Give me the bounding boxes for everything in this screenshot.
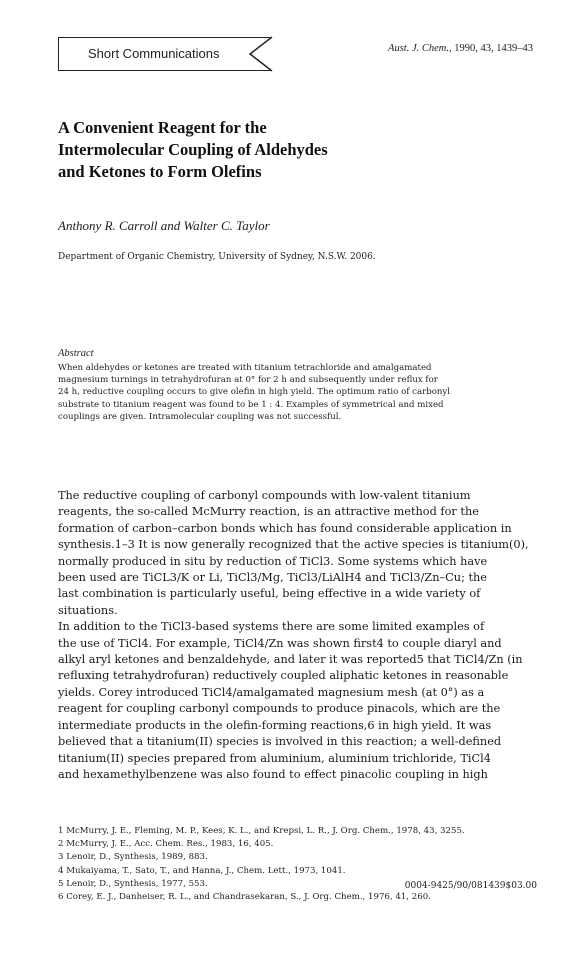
abstract-line: couplings are given. Intramolecular coupling was not successful. xyxy=(58,411,342,422)
footnote: 2 McMurry, J. E., Acc. Chem. Res., 1983, 16, 405. xyxy=(58,839,274,850)
body-line: the use of TiCl4. For example, TiCl4/Zn was shown first4 to couple diaryl and xyxy=(58,636,502,650)
issn-code: 0004-9425/90/081439$03.00 xyxy=(404,881,537,891)
title-line: A Convenient Reagent for the xyxy=(58,118,267,137)
body-line: alkyl aryl ketones and benzaldehyde, and later it was reported5 that TiCl4/Zn (in xyxy=(58,653,523,667)
section-label: Short Communications xyxy=(88,46,220,61)
affiliation: Department of Organic Chemistry, University of Sydney, N.S.W. 2006. xyxy=(58,252,376,262)
journal-citation xyxy=(388,43,533,54)
body-line: been used are TiCL3/K or Li, TiCl3/Mg, TiCl3/LiAlH4 and TiCl3/Zn–Cu; the xyxy=(58,571,487,585)
body-text xyxy=(58,488,536,783)
citation-rest: 1990, 43, 1439–43 xyxy=(451,43,533,54)
body-line: titanium(II) species prepared from aluminium, aluminium trichloride, TiCl4 xyxy=(58,751,491,765)
body-line: In addition to the TiCl3-based systems there are some limited examples of xyxy=(58,620,485,634)
body-line: The reductive coupling of carbonyl compounds with low-valent titanium xyxy=(58,489,471,502)
abstract-heading: Abstract xyxy=(58,348,94,359)
abstract-line: substrate to titanium reagent was found to be 1 : 4. Examples of symmetrical and mixed xyxy=(58,399,444,410)
footnotes xyxy=(58,825,538,904)
title-line: Intermolecular Coupling of Aldehydes xyxy=(58,140,328,159)
footnote: 5 Lenoir, D., Synthesis, 1977, 553. xyxy=(58,878,208,889)
body-line: reagent for coupling carbonyl compounds to produce pinacols, which are the xyxy=(58,702,501,716)
footnote: 3 Lenoir, D., Synthesis, 1989, 883. xyxy=(58,852,208,863)
body-line: and hexamethylbenzene was also found to effect pinacolic coupling in high xyxy=(58,767,488,781)
abstract-line: 24 h, reductive coupling occurs to give olefin in high yield. The optimum ratio of carbonyl xyxy=(58,387,451,398)
citation-journal: Aust. J. Chem., xyxy=(388,43,452,54)
body-line: believed that a titanium(II) species is involved in this reaction; a well-defined xyxy=(58,735,502,749)
body-line: synthesis.1–3 It is now generally recognized that the active species is titanium(0), xyxy=(58,538,529,552)
body-line: intermediate products in the olefin-forming reactions,6 in high yield. It was xyxy=(58,718,492,732)
abstract-line: When aldehydes or ketones are treated with titanium tetrachloride and amalgamated xyxy=(58,363,432,373)
section-tab-arrow-icon xyxy=(247,36,273,72)
footnote: 1 McMurry, J. E., Fleming, M. P., Kees, K. L., and Krepsi, L. R., J. Org. Chem., 1978, 43, 3255. xyxy=(58,826,465,836)
article-title xyxy=(58,117,418,183)
body-line: reagents, the so-called McMurry reaction, is an attractive method for the xyxy=(58,505,479,519)
abstract-text xyxy=(58,362,536,423)
body-line: last combination is particularly useful, being effective in a wide variety of xyxy=(58,587,481,601)
title-line: and Ketones to Form Olefins xyxy=(58,162,262,181)
abstract-line: magnesium turnings in tetrahydrofuran at 0° for 2 h and subsequently under reflux for xyxy=(58,375,438,386)
body-line: normally produced in situ by reduction of TiCl3. Some systems which have xyxy=(58,554,488,568)
author-list: Anthony R. Carroll and Walter C. Taylor xyxy=(58,218,270,233)
body-line: refluxing tetrahydrofuran) reductively coupled aliphatic ketones in reasonable xyxy=(58,669,509,683)
footnote: 4 Mukaiyama, T., Sato, T., and Hanna, J., Chem. Lett., 1973, 1041. xyxy=(58,865,346,876)
body-line: yields. Corey introduced TiCl4/amalgamated magnesium mesh (at 0°) as a xyxy=(58,685,485,699)
body-line: formation of carbon–carbon bonds which has found considerable application in xyxy=(58,521,512,535)
footnote: 6 Corey, E. J., Danheiser, R. L., and Chandrasekaran, S., J. Org. Chem., 1976, 41, 260. xyxy=(58,892,431,903)
body-line: situations. xyxy=(58,603,118,617)
